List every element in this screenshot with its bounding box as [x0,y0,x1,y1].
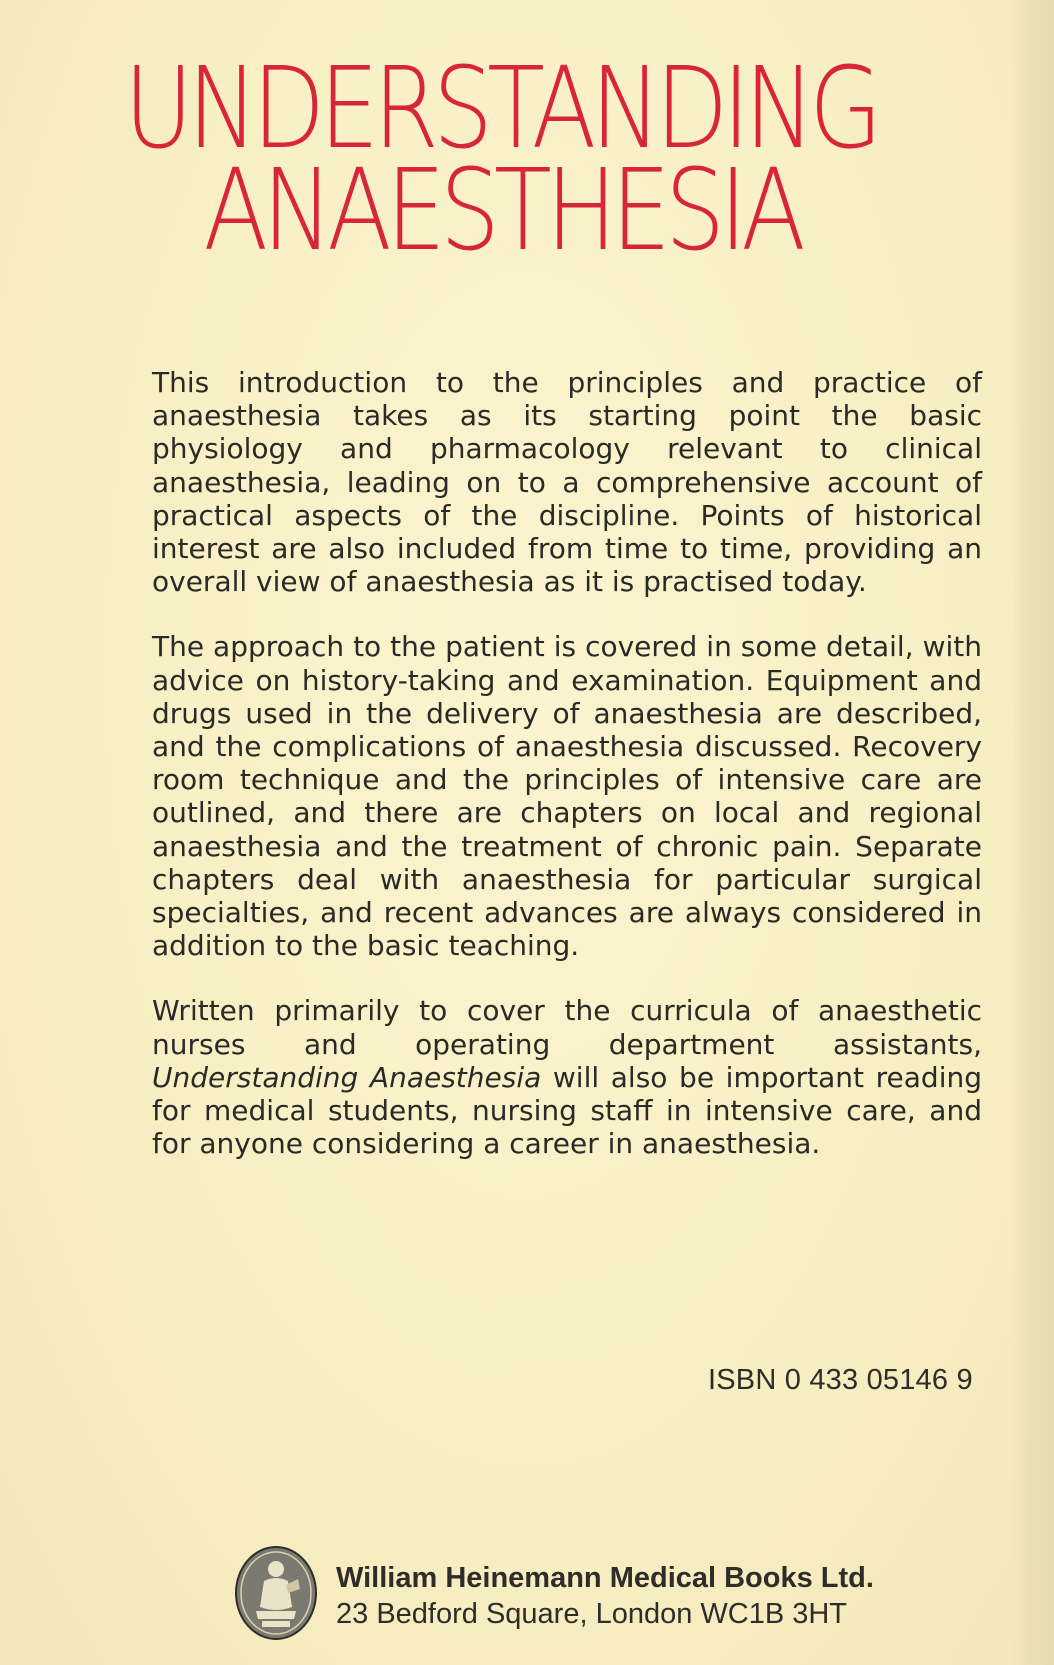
publisher-block [234,1545,954,1645]
blurb-p3-start: Written primarily to cover the curricula of anaesthetic nurses and operating department assistants, [152,994,982,1061]
blurb-paragraph-3 [152,994,982,1160]
blurb-p3-end: will also be important reading for medical students, nursing staff in intensive care, and for anyone considering a career in anaesthesia. [152,1060,982,1161]
cover-edge-shadow [1012,0,1054,1665]
blurb-paragraph-1: This introduction to the principles and practice of anaesthesia takes as its starting point the basic physiology and pharmacology relevant to clinical anaesthesia, leading on to a comprehensive account of practical aspects of the discipline. Points of historical interest are also included from time to time, providing an overall view of anaesthesia as it is practised today. [152,366,982,599]
blurb-text [152,366,982,1192]
scholar-medallion-icon [234,1545,318,1641]
book-title [124,44,877,276]
title-line-1: UNDERSTANDING [124,44,877,174]
publisher-address: 23 Bedford Square, London WC1B 3HT [336,1598,848,1630]
blurb-p3-title-italic: Understanding Anaesthesia [152,1060,542,1094]
publisher-name: William Heinemann Medical Books Ltd. [336,1562,874,1594]
blurb-paragraph-2: The approach to the patient is covered in some detail, with advice on history-taking and examination. Equipment and drugs used in the delivery of anaesthesia are described, and the complications of anaesthesia discussed. Recovery room technique and the principles of intensive care are outlined, and there are chapters on local and regional anaesthesia and the treatment of chronic pain. Separate chapters deal with anaesthesia for particular surgical specialties, and recent advances are always considered in addition to the basic teaching. [152,630,982,963]
title-line-2: ANAESTHESIA [203,146,801,276]
isbn-number: ISBN 0 433 05146 9 [708,1364,973,1396]
